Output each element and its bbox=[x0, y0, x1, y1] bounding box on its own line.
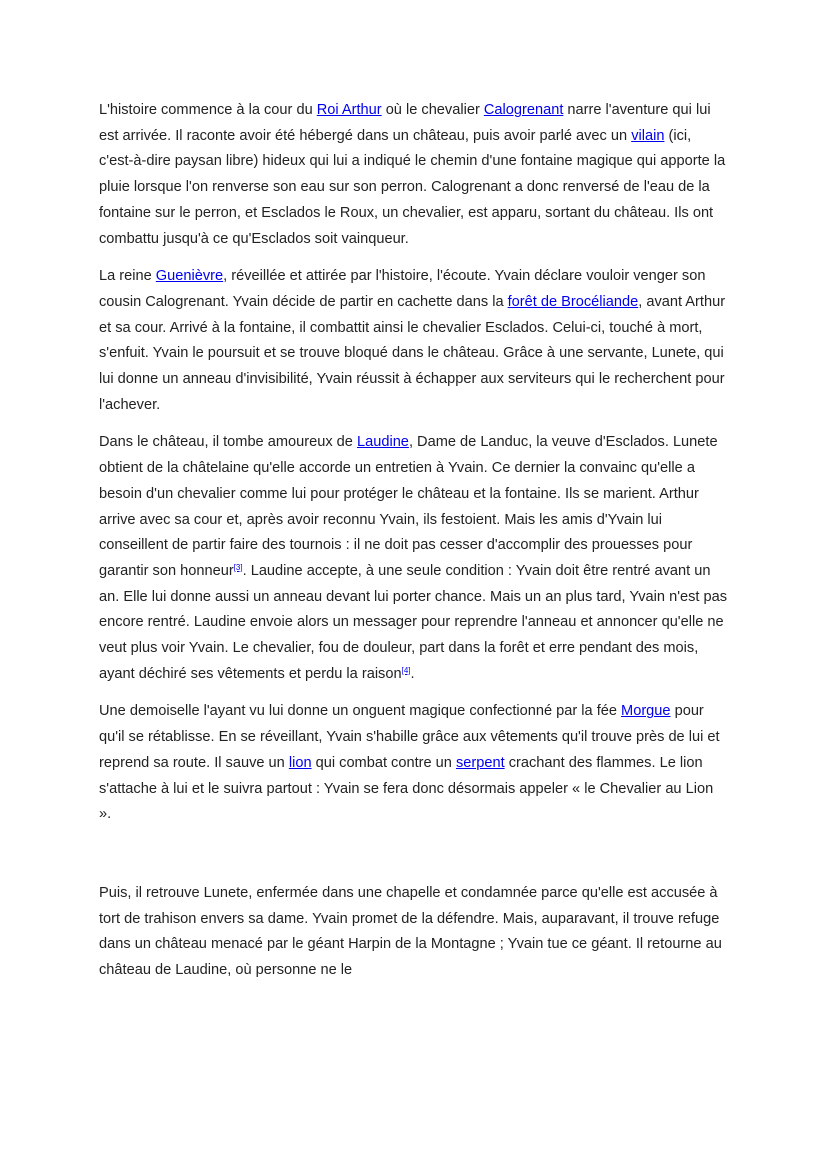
text-run: La reine bbox=[99, 268, 156, 285]
text-run: pour qu'il se rétablisse. En se réveillant, Yvain s'habille grâce aux vêtements qu'il trouve près de lui et reprend sa route. Il sauve un bbox=[99, 703, 720, 771]
text-run: , réveillée et attirée par l'histoire, l'écoute. Yvain déclare vouloir venger son cousin Calogrenant. Yvain décide de partir en cachette dans la bbox=[99, 268, 706, 310]
text-run: Dans le château, il tombe amoureux de bbox=[99, 434, 357, 451]
section-spacer bbox=[99, 840, 729, 881]
footnote-ref-3[interactable]: [3] bbox=[233, 562, 243, 572]
paragraph-2 bbox=[99, 264, 729, 418]
text-run: , Dame de Landuc, la veuve d'Esclados. Lunete obtient de la châtelaine qu'elle accorde un entretien à Yvain. Ce dernier la convainc qu'elle a besoin d'un chevalier comme lui pour protéger le château et la fontaine. Ils se marient. Arthur arrive avec sa cour et, après avoir reconnu Yvain, ils festoient. Mais les amis d'Yvain lui conseillent de partir faire des tournois : il ne doit pas cesser d'accomplir des prouesses pour garantir son honneur bbox=[99, 434, 718, 579]
paragraph-1 bbox=[99, 98, 729, 252]
document-body bbox=[99, 98, 729, 996]
text-run: qui combat contre un bbox=[311, 754, 456, 771]
text-run: où le chevalier bbox=[381, 102, 484, 118]
text-run: (ici, c'est-à-dire paysan libre) hideux qui lui a indiqué le chemin d'une fontaine magique qui apporte la pluie lorsque l'on renverse son eau sur son perron. Calogrenant a donc renversé de l'eau de la fontaine sur le perron, et Esclados le Roux, un chevalier, est apparu, sortant du château. Ils ont combattu jusqu'à ce qu'Esclados soit vainqueur. bbox=[99, 127, 726, 247]
link-roi-arthur[interactable]: Roi Arthur bbox=[316, 102, 382, 118]
text-run: Puis, il retrouve Lunete, enfermée dans une chapelle et condamnée parce qu'elle est accusée à tort de trahison envers sa dame. Yvain promet de la défendre. Mais, auparavant, il trouve refuge dans un château menacé par le géant Harpin de la Montagne ; Yvain tue ce géant. Il retourne au château de Laudine, où personne ne le bbox=[99, 884, 722, 979]
text-run: . bbox=[410, 665, 415, 682]
link-morgue[interactable]: Morgue bbox=[621, 703, 671, 720]
link-vilain[interactable]: vilain bbox=[631, 127, 665, 144]
link-foret-de-broceliande[interactable]: forêt de Brocéliande bbox=[507, 293, 639, 310]
link-serpent[interactable]: serpent bbox=[455, 754, 505, 771]
text-run: Une demoiselle l'ayant vu lui donne un onguent magique confectionné par la fée bbox=[99, 703, 622, 720]
link-calogrenant[interactable]: Calogrenant bbox=[483, 102, 564, 118]
text-run: narre l'aventure qui lui est arrivée. Il raconte avoir été hébergé dans un château, puis avoir parlé avec un bbox=[99, 102, 711, 144]
paragraph-5 bbox=[99, 881, 729, 984]
link-laudine[interactable]: Laudine bbox=[356, 434, 409, 451]
link-guenievre[interactable]: Guenièvre bbox=[155, 268, 224, 285]
text-run: . Laudine accepte, à une seule condition : Yvain doit être rentré avant un an. Elle lui donne aussi un anneau devant lui porter chance. Mais un an plus tard, Yvain n'est pas encore rentré. Laudine envoie alors un messager pour reprendre l'anneau et annoncer qu'elle ne veut plus voir Yvain. Le chevalier, fou de douleur, part dans la forêt et erre pendant des mois, ayant déchiré ses vêtements et perdu la raison bbox=[99, 562, 728, 682]
text-run: , avant Arthur et sa cour. Arrivé à la fontaine, il combattit ainsi le chevalier Esclados. Celui-ci, touché à mort, s'enfuit. Yvain le poursuit et se trouve bloqué dans le château. Grâce à une servante, Lunete, qui lui donne un anneau d'invisibilité, Yvain réussit à échapper aux serviteurs qui le recherchent pour l'achever. bbox=[99, 293, 726, 413]
paragraph-3 bbox=[99, 430, 729, 687]
link-lion[interactable]: lion bbox=[288, 754, 312, 771]
paragraph-4 bbox=[99, 699, 729, 828]
text-run: L'histoire commence à la cour du bbox=[99, 102, 317, 118]
text-run: crachant des flammes. Le lion s'attache à lui et le suivra partout : Yvain se fera donc désormais appeler « le Chevalier au Lion ». bbox=[99, 754, 714, 823]
footnote-ref-4[interactable]: [4] bbox=[401, 665, 411, 675]
